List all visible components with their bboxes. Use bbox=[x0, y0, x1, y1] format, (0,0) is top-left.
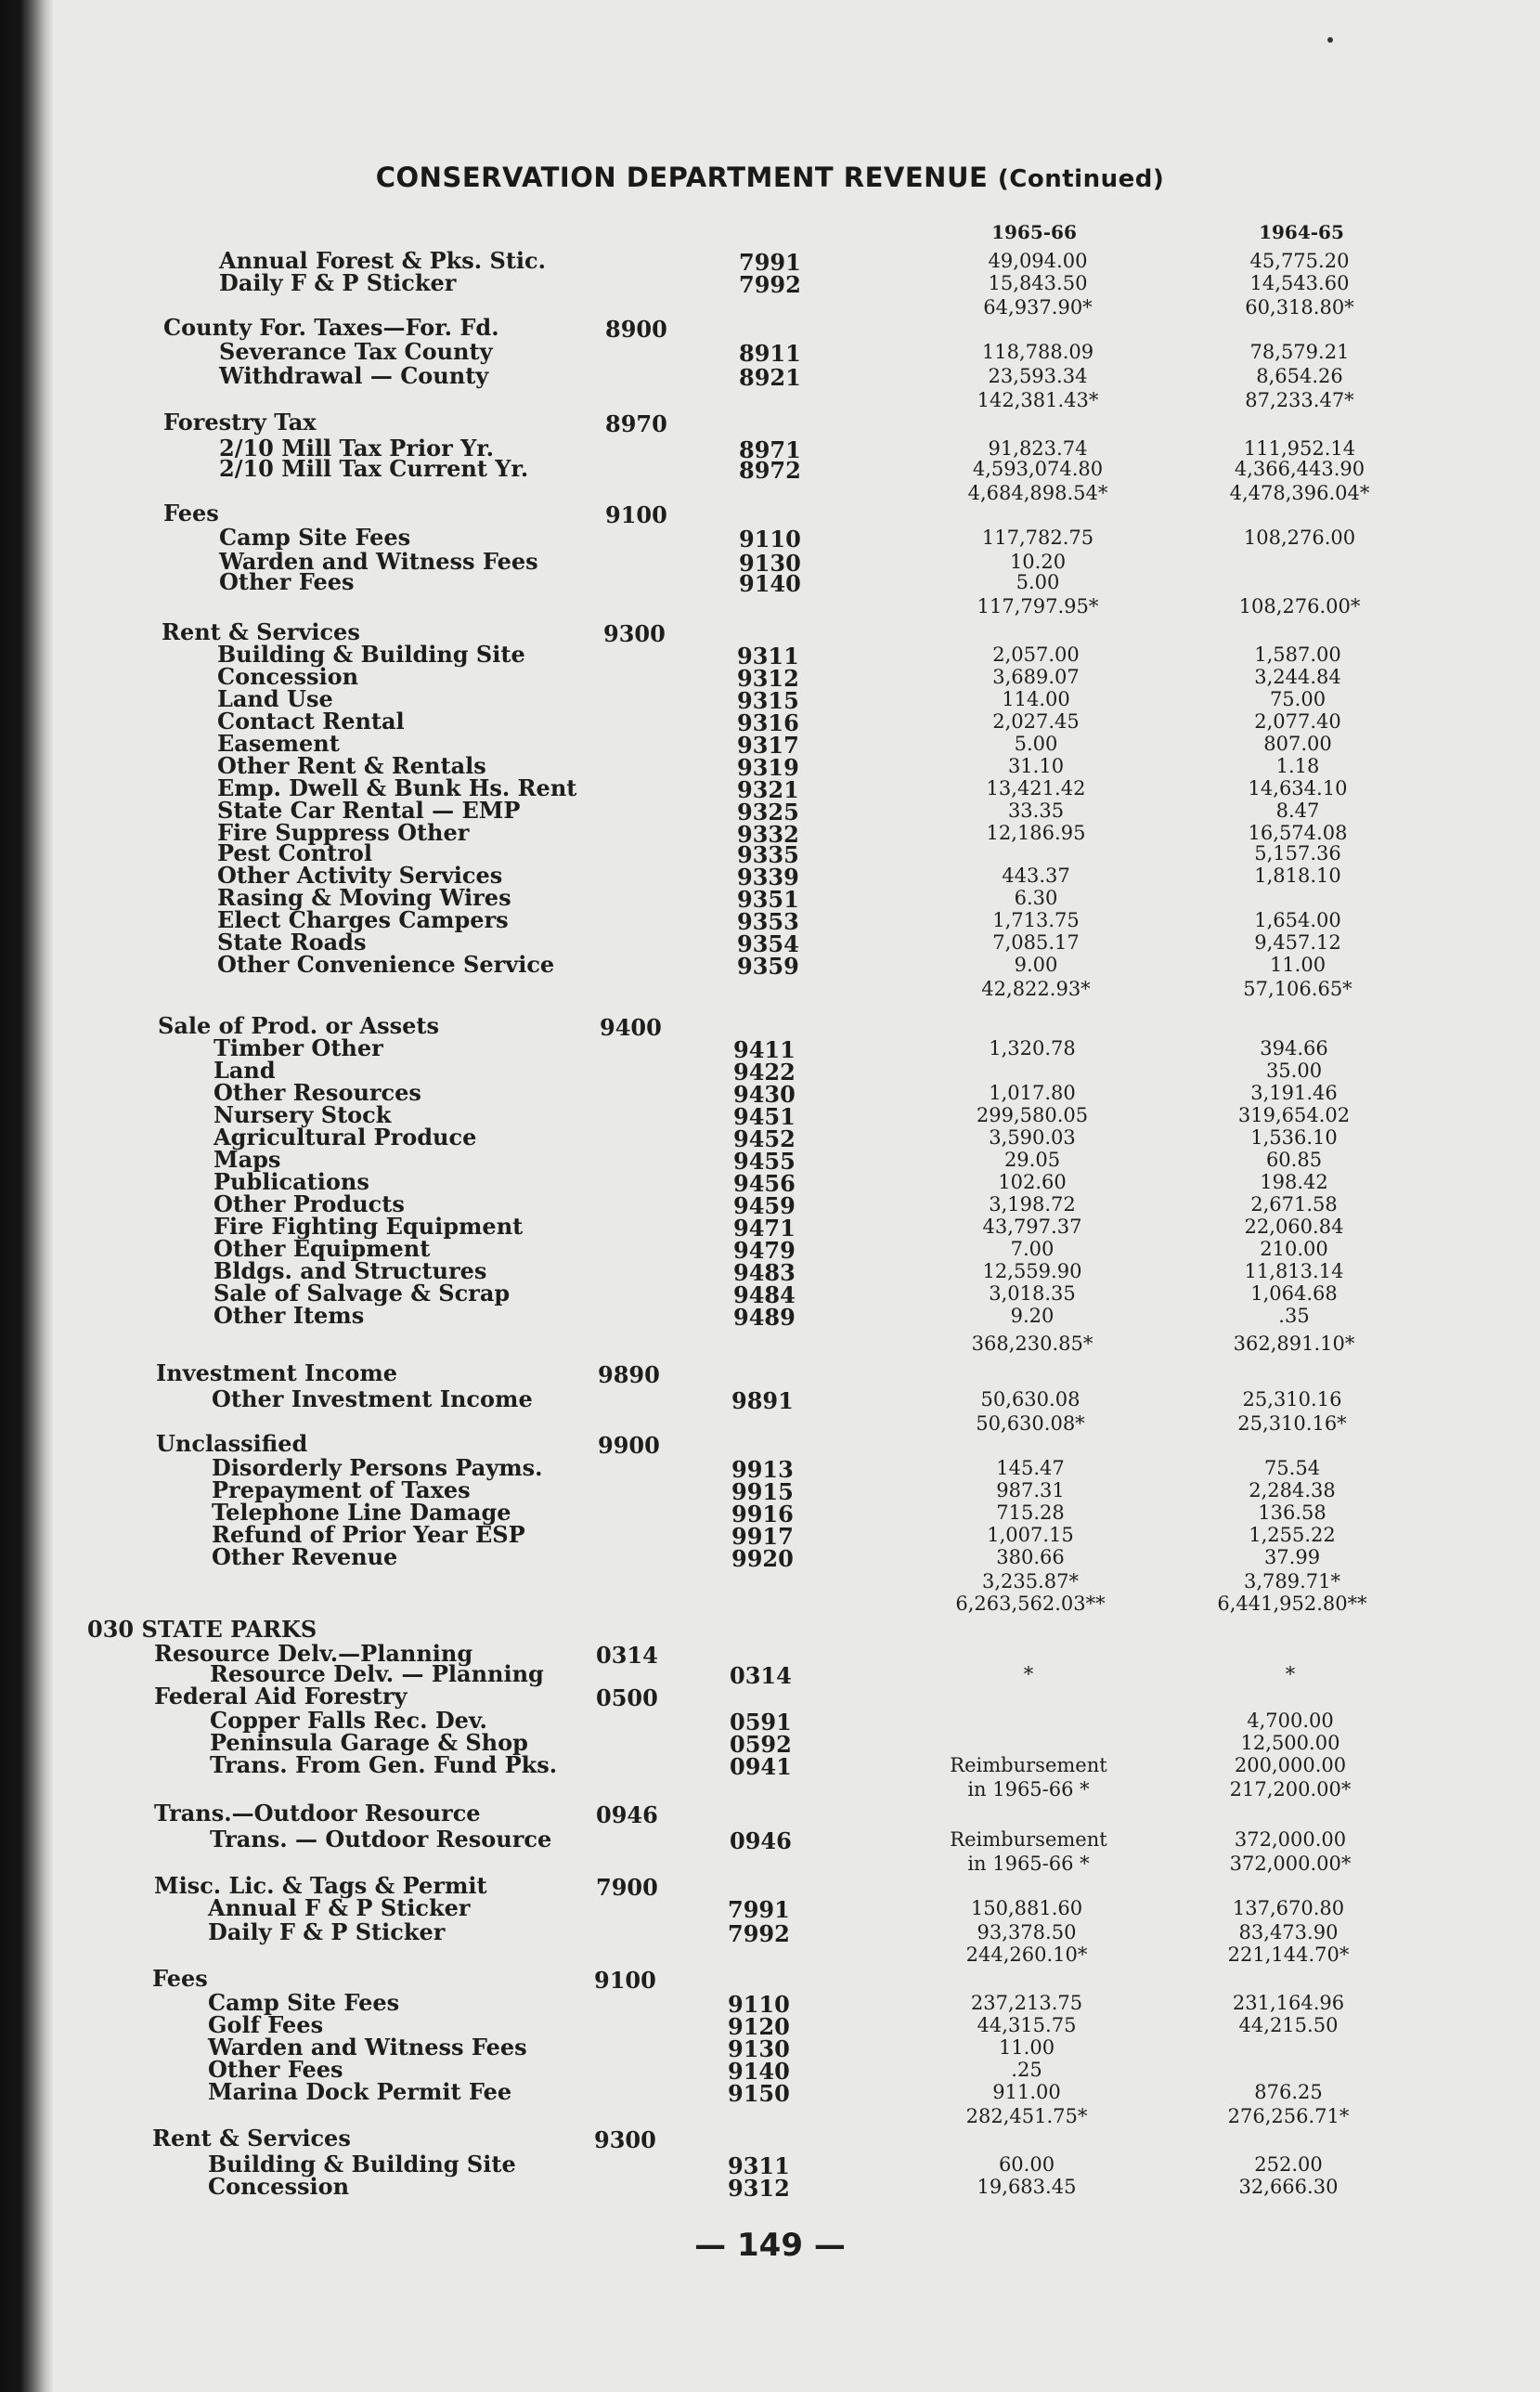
account-code: 0314 bbox=[730, 1662, 792, 1689]
amount-1965-66: .25 bbox=[1011, 2059, 1042, 2081]
account-code: 9312 bbox=[728, 2175, 790, 2202]
account-item-label: Building & Building Site bbox=[208, 2151, 516, 2178]
amount-1964-65: 1,064.68 bbox=[1250, 1282, 1338, 1305]
account-code: 9915 bbox=[731, 1478, 794, 1505]
amount-1965-66: 3,235.87* bbox=[981, 1570, 1079, 1592]
account-item-label: Other Convenience Service bbox=[217, 951, 555, 978]
account-item-label: Fire Fighting Equipment bbox=[214, 1213, 524, 1240]
amount-1965-66: 60.00 bbox=[998, 2153, 1055, 2176]
amount-1964-65: 60,318.80* bbox=[1245, 296, 1354, 318]
amount-1965-66: 31.10 bbox=[1007, 755, 1065, 777]
account-item-label: Fire Suppress Other bbox=[217, 819, 470, 846]
amount-1965-66: 3,590.03 bbox=[989, 1126, 1076, 1149]
group-code: 8970 bbox=[605, 410, 667, 437]
amount-1965-66: 6.30 bbox=[1014, 887, 1058, 909]
account-item-label: Daily F & P Sticker bbox=[219, 269, 457, 296]
account-code: 9913 bbox=[731, 1456, 794, 1483]
account-item-label: Timber Other bbox=[214, 1034, 383, 1061]
amount-1964-65: 372,000.00 bbox=[1234, 1828, 1347, 1851]
amount-1964-65: 8.47 bbox=[1275, 800, 1320, 822]
account-code: 0592 bbox=[730, 1731, 792, 1758]
amount-1965-66: 43,797.37 bbox=[982, 1216, 1082, 1238]
account-item-label: Severance Tax County bbox=[219, 338, 493, 365]
amount-1964-65: 3,244.84 bbox=[1254, 666, 1341, 688]
account-group-label: Investment Income bbox=[156, 1359, 398, 1386]
account-code: 9489 bbox=[733, 1304, 796, 1331]
amount-1964-65: 9,457.12 bbox=[1254, 931, 1341, 954]
account-item-label: Other Investment Income bbox=[212, 1385, 533, 1412]
amount-1965-66: 2,027.45 bbox=[992, 710, 1080, 733]
amount-1964-65: 14,543.60 bbox=[1249, 272, 1350, 294]
amount-1964-65: 83,473.90 bbox=[1238, 1921, 1339, 1944]
account-code: 9920 bbox=[731, 1545, 794, 1572]
amount-1964-65: 210.00 bbox=[1260, 1238, 1328, 1260]
amount-1965-66: 7.00 bbox=[1010, 1238, 1055, 1260]
account-item-label: Rasing & Moving Wires bbox=[217, 884, 511, 911]
account-group-label: County For. Taxes—For. Fd. bbox=[163, 314, 499, 341]
amount-1965-66: in 1965-66 * bbox=[967, 1852, 1090, 1875]
account-code: 9317 bbox=[737, 732, 799, 759]
amount-1965-66: 443.37 bbox=[1002, 864, 1070, 887]
account-group-label: Forestry Tax bbox=[163, 409, 317, 436]
amount-1965-66: 1,320.78 bbox=[989, 1037, 1076, 1060]
amount-1965-66: 9.00 bbox=[1014, 954, 1058, 976]
amount-1965-66: 715.28 bbox=[996, 1502, 1065, 1524]
account-code: 9354 bbox=[737, 930, 799, 957]
account-code: 9110 bbox=[728, 1991, 790, 2018]
amount-1965-66: 23,593.34 bbox=[988, 365, 1088, 387]
account-code: 9455 bbox=[733, 1148, 796, 1175]
account-code: 9339 bbox=[737, 864, 799, 890]
amount-1964-65: 1,536.10 bbox=[1250, 1126, 1338, 1149]
account-code: 9430 bbox=[733, 1081, 796, 1108]
amount-1965-66: 117,797.95* bbox=[977, 595, 1099, 618]
amount-1964-65: 11,813.14 bbox=[1244, 1260, 1344, 1282]
account-item-label: Other Resources bbox=[214, 1079, 421, 1106]
amount-1964-65: 2,671.58 bbox=[1250, 1193, 1338, 1216]
amount-1965-66: Reimbursement bbox=[950, 1754, 1107, 1776]
group-code: 9900 bbox=[598, 1432, 660, 1459]
amount-1965-66: 15,843.50 bbox=[988, 272, 1088, 294]
amount-1965-66: 3,689.07 bbox=[992, 666, 1080, 688]
account-item-label: Disorderly Persons Payms. bbox=[212, 1454, 543, 1481]
account-code: 9452 bbox=[733, 1125, 796, 1152]
account-item-label: Annual Forest & Pks. Stic. bbox=[219, 247, 547, 274]
account-item-label: Resource Delv. — Planning bbox=[210, 1660, 544, 1687]
account-item-label: Other Products bbox=[214, 1190, 405, 1217]
amount-1965-66: 50,630.08* bbox=[976, 1412, 1085, 1435]
amount-1965-66: 91,823.74 bbox=[988, 437, 1088, 460]
amount-1965-66: 5.00 bbox=[1016, 571, 1060, 593]
account-code: 9891 bbox=[731, 1387, 794, 1414]
amount-1964-65: 198.42 bbox=[1260, 1171, 1328, 1193]
account-code: 9422 bbox=[733, 1059, 796, 1086]
amount-1965-66: 5.00 bbox=[1014, 733, 1058, 755]
amount-1965-66: 33.35 bbox=[1007, 800, 1065, 822]
amount-1964-65: 2,077.40 bbox=[1254, 710, 1341, 733]
group-code: 9100 bbox=[594, 1967, 656, 1994]
amount-1965-66: 3,198.72 bbox=[989, 1193, 1076, 1216]
account-code: 0946 bbox=[730, 1827, 792, 1854]
account-group-label: Misc. Lic. & Tags & Permit bbox=[154, 1872, 487, 1899]
group-code: 8900 bbox=[605, 316, 667, 343]
account-item-label: Bldgs. and Structures bbox=[214, 1257, 487, 1284]
account-group-label: Fees bbox=[152, 1965, 208, 1992]
amount-1965-66: 145.47 bbox=[996, 1457, 1065, 1479]
amount-1965-66: 64,937.90* bbox=[983, 296, 1093, 318]
amount-1964-65: 3,191.46 bbox=[1250, 1082, 1338, 1104]
amount-1965-66: 102.60 bbox=[998, 1171, 1067, 1193]
account-code: 9315 bbox=[737, 687, 799, 714]
amount-1964-65: 75.00 bbox=[1269, 688, 1326, 710]
amount-1965-66: 4,684,898.54* bbox=[967, 482, 1108, 504]
account-code: 9479 bbox=[733, 1237, 796, 1264]
account-item-label: Other Fees bbox=[208, 2056, 343, 2083]
amount-1965-66: 29.05 bbox=[1003, 1149, 1061, 1171]
amount-1964-65: 14,634.10 bbox=[1248, 777, 1348, 800]
account-code: 9335 bbox=[737, 841, 799, 868]
amount-1964-65: 200,000.00 bbox=[1234, 1754, 1347, 1776]
account-code: 9321 bbox=[737, 776, 799, 803]
amount-1964-65: 25,310.16 bbox=[1242, 1388, 1342, 1410]
account-item-label: Other Equipment bbox=[214, 1235, 431, 1262]
title-main: CONSERVATION DEPARTMENT REVENUE bbox=[375, 162, 989, 193]
account-item-label: Land bbox=[214, 1057, 276, 1084]
group-code: 0946 bbox=[596, 1801, 658, 1828]
amount-1965-66: 2,057.00 bbox=[992, 644, 1080, 666]
amount-1964-65: 276,256.71* bbox=[1227, 2105, 1350, 2127]
amount-1965-66: in 1965-66 * bbox=[967, 1778, 1090, 1800]
amount-1965-66: 9.20 bbox=[1010, 1305, 1055, 1327]
account-item-label: Building & Building Site bbox=[217, 641, 525, 668]
amount-1964-65: 37.99 bbox=[1263, 1546, 1321, 1568]
account-item-label: Agricultural Produce bbox=[214, 1124, 477, 1150]
amount-1964-65: 394.66 bbox=[1260, 1037, 1328, 1060]
amount-1965-66: 368,230.85* bbox=[971, 1332, 1094, 1355]
account-code: 9140 bbox=[739, 570, 801, 597]
amount-1964-65: 75.54 bbox=[1263, 1457, 1321, 1479]
amount-1964-65: 1,587.00 bbox=[1254, 644, 1341, 666]
amount-1964-65: 231,164.96 bbox=[1232, 1992, 1345, 2014]
account-code: 9311 bbox=[737, 643, 799, 670]
amount-1964-65: 60.85 bbox=[1265, 1149, 1323, 1171]
amount-1965-66: 12,186.95 bbox=[986, 822, 1086, 844]
account-code: 0941 bbox=[730, 1753, 792, 1780]
amount-1965-66: 987.31 bbox=[996, 1479, 1065, 1502]
account-item-label: Easement bbox=[217, 730, 340, 757]
amount-1964-65: 1,255.22 bbox=[1249, 1524, 1336, 1546]
account-item-label: Camp Site Fees bbox=[219, 524, 411, 551]
account-item-label: Golf Fees bbox=[208, 2011, 324, 2038]
account-code: 9411 bbox=[733, 1036, 796, 1063]
account-code: 9917 bbox=[731, 1523, 794, 1550]
account-item-label: State Car Rental — EMP bbox=[217, 797, 521, 824]
account-code: 7991 bbox=[728, 1896, 790, 1923]
account-code: 8911 bbox=[739, 340, 801, 367]
amount-1965-66: 118,788.09 bbox=[981, 341, 1094, 363]
account-item-label: Withdrawal — County bbox=[219, 362, 489, 389]
group-code: 0314 bbox=[596, 1642, 658, 1669]
amount-1965-66: 6,263,562.03** bbox=[955, 1592, 1106, 1615]
account-code: 9484 bbox=[733, 1281, 796, 1308]
account-code: 9456 bbox=[733, 1170, 796, 1197]
amount-1964-65: 137,670.80 bbox=[1232, 1897, 1345, 1919]
amount-1965-66: 12,559.90 bbox=[982, 1260, 1082, 1282]
account-item-label: Warden and Witness Fees bbox=[208, 2034, 527, 2060]
amount-1964-65: 11.00 bbox=[1269, 954, 1326, 976]
account-code: 9110 bbox=[739, 526, 801, 552]
account-item-label: Telephone Line Damage bbox=[212, 1499, 511, 1526]
account-item-label: Contact Rental bbox=[217, 708, 405, 734]
account-item-label: Other Activity Services bbox=[217, 862, 503, 889]
account-group-label: Trans.—Outdoor Resource bbox=[154, 1800, 481, 1826]
account-item-label: Publications bbox=[214, 1168, 369, 1195]
amount-1965-66: 114.00 bbox=[1002, 688, 1070, 710]
amount-1964-65: 6,441,952.80** bbox=[1217, 1592, 1367, 1615]
account-item-label: Land Use bbox=[217, 685, 333, 712]
amount-1964-65: 217,200.00* bbox=[1229, 1778, 1352, 1800]
account-code: 9130 bbox=[739, 550, 801, 577]
amount-1965-66: 911.00 bbox=[992, 2081, 1061, 2103]
amount-1964-65: 4,478,396.04* bbox=[1229, 482, 1370, 504]
account-item-label: Peninsula Garage & Shop bbox=[210, 1729, 528, 1756]
account-group-label: Resource Delv.—Planning bbox=[154, 1640, 473, 1667]
account-code: 9150 bbox=[728, 2080, 790, 2107]
amount-1965-66: 3,018.35 bbox=[989, 1282, 1076, 1305]
amount-1964-65: 44,215.50 bbox=[1238, 2014, 1339, 2036]
group-code: 9100 bbox=[605, 501, 667, 528]
account-item-label: Sale of Salvage & Scrap bbox=[214, 1280, 511, 1306]
amount-1965-66: 44,315.75 bbox=[977, 2014, 1077, 2036]
amount-1964-65: 807.00 bbox=[1263, 733, 1332, 755]
amount-1964-65: 4,366,443.90 bbox=[1234, 458, 1365, 480]
amount-1964-65: 45,775.20 bbox=[1249, 250, 1350, 272]
amount-1965-66: 10.20 bbox=[1009, 551, 1067, 573]
amount-1964-65: 1,818.10 bbox=[1254, 864, 1341, 887]
group-code: 7900 bbox=[596, 1874, 658, 1901]
amount-1964-65: 1.18 bbox=[1275, 755, 1320, 777]
account-code: 7992 bbox=[728, 1920, 790, 1947]
amount-1964-65: 16,574.08 bbox=[1248, 822, 1348, 844]
group-code: 9400 bbox=[600, 1014, 662, 1041]
account-item-label: Nursery Stock bbox=[214, 1101, 392, 1128]
account-code: 9120 bbox=[728, 2013, 790, 2040]
account-item-label: Other Fees bbox=[219, 568, 355, 595]
amount-1965-66: 1,007.15 bbox=[987, 1524, 1074, 1546]
amount-1964-65: * bbox=[1285, 1663, 1296, 1685]
amount-1964-65: 35.00 bbox=[1265, 1060, 1323, 1082]
amount-1964-65: 4,700.00 bbox=[1247, 1710, 1334, 1732]
amount-1964-65: 87,233.47* bbox=[1245, 389, 1354, 411]
amount-1964-65: 5,157.36 bbox=[1254, 842, 1341, 864]
account-code: 9311 bbox=[728, 2152, 790, 2179]
amount-1965-66: 117,782.75 bbox=[981, 526, 1094, 549]
amount-1964-65: 22,060.84 bbox=[1244, 1216, 1344, 1238]
amount-1965-66: 150,881.60 bbox=[970, 1897, 1083, 1919]
page-number: — 149 — bbox=[694, 2227, 846, 2264]
amount-1964-65: 2,284.38 bbox=[1249, 1479, 1336, 1502]
amount-1965-66: 299,580.05 bbox=[976, 1104, 1089, 1126]
account-item-label: Daily F & P Sticker bbox=[208, 1918, 446, 1945]
account-code: 9353 bbox=[737, 908, 799, 935]
account-group-label: Federal Aid Forestry bbox=[154, 1683, 408, 1710]
amount-1964-65: 136.58 bbox=[1258, 1502, 1326, 1524]
group-code: 9890 bbox=[598, 1361, 660, 1388]
account-code: 9471 bbox=[733, 1215, 796, 1242]
amount-1965-66: 13,421.42 bbox=[986, 777, 1086, 800]
account-item-label: Concession bbox=[208, 2173, 350, 2200]
amount-1965-66: 4,593,074.80 bbox=[972, 458, 1104, 480]
amount-1965-66: * bbox=[1023, 1663, 1034, 1685]
account-item-label: Trans. From Gen. Fund Pks. bbox=[210, 1751, 558, 1778]
amount-1964-65: 111,952.14 bbox=[1243, 437, 1356, 460]
account-group-label: Rent & Services bbox=[162, 618, 360, 645]
amount-1965-66: 11.00 bbox=[998, 2036, 1055, 2059]
amount-1965-66: 7,085.17 bbox=[992, 931, 1080, 954]
account-item-label: Other Items bbox=[214, 1302, 365, 1329]
account-item-label: Annual F & P Sticker bbox=[208, 1894, 471, 1921]
account-code: 9359 bbox=[737, 953, 799, 980]
amount-1964-65: 25,310.16* bbox=[1237, 1412, 1347, 1435]
amount-1964-65: 8,654.26 bbox=[1256, 365, 1343, 387]
account-code: 9325 bbox=[737, 799, 799, 826]
amount-1964-65: 876.25 bbox=[1254, 2081, 1323, 2103]
account-code: 0591 bbox=[730, 1709, 792, 1736]
account-code: 9312 bbox=[737, 665, 799, 692]
account-item-label: Concession bbox=[217, 663, 359, 690]
account-group-label: Fees bbox=[163, 500, 219, 526]
amount-1965-66: 42,822.93* bbox=[981, 978, 1091, 1000]
amount-1964-65: 78,579.21 bbox=[1249, 341, 1350, 363]
amount-1964-65: 57,106.65* bbox=[1243, 978, 1352, 1000]
account-code: 9316 bbox=[737, 709, 799, 736]
amount-1965-66: 93,378.50 bbox=[977, 1921, 1077, 1944]
account-item-label: Other Revenue bbox=[212, 1543, 398, 1570]
amount-1964-65: 221,144.70* bbox=[1227, 1944, 1350, 1966]
column-header-1964-65: 1964-65 bbox=[1259, 221, 1344, 243]
account-item-label: Other Rent & Rentals bbox=[217, 752, 486, 779]
amount-1964-65: 32,666.30 bbox=[1238, 2176, 1339, 2198]
amount-1965-66: 237,213.75 bbox=[970, 1992, 1083, 2014]
amount-1964-65: 12,500.00 bbox=[1240, 1732, 1340, 1754]
account-code: 8972 bbox=[739, 457, 801, 484]
account-code: 9332 bbox=[737, 821, 799, 848]
account-item-label: Maps bbox=[214, 1146, 281, 1173]
amount-1965-66: 282,451.75* bbox=[965, 2105, 1088, 2127]
amount-1965-66: 19,683.45 bbox=[977, 2176, 1077, 2198]
amount-1965-66: 1,017.80 bbox=[989, 1082, 1076, 1104]
column-header-1965-66: 1965-66 bbox=[991, 221, 1077, 243]
account-item-label: Elect Charges Campers bbox=[217, 906, 509, 933]
section-heading: 030 STATE PARKS bbox=[87, 1616, 317, 1643]
account-item-label: Warden and Witness Fees bbox=[219, 548, 538, 575]
account-code: 9140 bbox=[728, 2058, 790, 2085]
account-group-label: Sale of Prod. or Assets bbox=[158, 1012, 440, 1039]
account-code: 8921 bbox=[739, 364, 801, 391]
title-suffix: (Continued) bbox=[997, 165, 1165, 193]
account-item-label: Refund of Prior Year ESP bbox=[212, 1521, 525, 1548]
account-item-label: Camp Site Fees bbox=[208, 1989, 400, 2016]
amount-1965-66: Reimbursement bbox=[950, 1828, 1107, 1851]
amount-1964-65: 372,000.00* bbox=[1229, 1852, 1352, 1875]
account-item-label: State Roads bbox=[217, 929, 367, 956]
account-item-label: Pest Control bbox=[217, 839, 373, 866]
account-code: 9351 bbox=[737, 886, 799, 913]
amount-1964-65: 1,654.00 bbox=[1254, 909, 1341, 931]
account-code: 7992 bbox=[739, 271, 801, 298]
account-item-label: Prepayment of Taxes bbox=[212, 1476, 471, 1503]
amount-1964-65: 3,789.71* bbox=[1243, 1570, 1340, 1592]
account-code: 9319 bbox=[737, 754, 799, 781]
account-item-label: 2/10 Mill Tax Prior Yr. bbox=[219, 435, 495, 462]
account-item-label: Copper Falls Rec. Dev. bbox=[210, 1707, 487, 1734]
group-code: 9300 bbox=[603, 620, 666, 647]
amount-1964-65: 108,276.00 bbox=[1243, 526, 1356, 549]
amount-1964-65: 319,654.02 bbox=[1237, 1104, 1351, 1126]
amount-1964-65: 252.00 bbox=[1254, 2153, 1323, 2176]
account-code: 9916 bbox=[731, 1501, 794, 1528]
account-item-label: 2/10 Mill Tax Current Yr. bbox=[219, 455, 529, 482]
account-item-label: Emp. Dwell & Bunk Hs. Rent bbox=[217, 774, 577, 801]
account-group-label: Unclassified bbox=[156, 1430, 308, 1457]
amount-1965-66: 49,094.00 bbox=[988, 250, 1088, 272]
group-code: 0500 bbox=[596, 1684, 658, 1711]
amount-1965-66: 380.66 bbox=[996, 1546, 1065, 1568]
account-code: 9451 bbox=[733, 1103, 796, 1130]
amount-1965-66: 1,713.75 bbox=[992, 909, 1080, 931]
amount-1964-65: .35 bbox=[1278, 1305, 1310, 1327]
account-item-label: Trans. — Outdoor Resource bbox=[210, 1826, 552, 1852]
account-item-label: Marina Dock Permit Fee bbox=[208, 2078, 512, 2105]
account-code: 9459 bbox=[733, 1192, 796, 1219]
amount-1964-65: 362,891.10* bbox=[1233, 1332, 1355, 1355]
account-code: 9130 bbox=[728, 2035, 790, 2062]
account-code: 8971 bbox=[739, 436, 801, 463]
amount-1964-65: 108,276.00* bbox=[1238, 595, 1361, 618]
group-code: 9300 bbox=[594, 2126, 656, 2153]
amount-1965-66: 244,260.10* bbox=[965, 1944, 1088, 1966]
account-group-label: Rent & Services bbox=[152, 2125, 351, 2152]
amount-1965-66: 142,381.43* bbox=[977, 389, 1099, 411]
amount-1965-66: 50,630.08 bbox=[980, 1388, 1081, 1410]
account-code: 7991 bbox=[739, 249, 801, 276]
account-code: 9483 bbox=[733, 1259, 796, 1286]
